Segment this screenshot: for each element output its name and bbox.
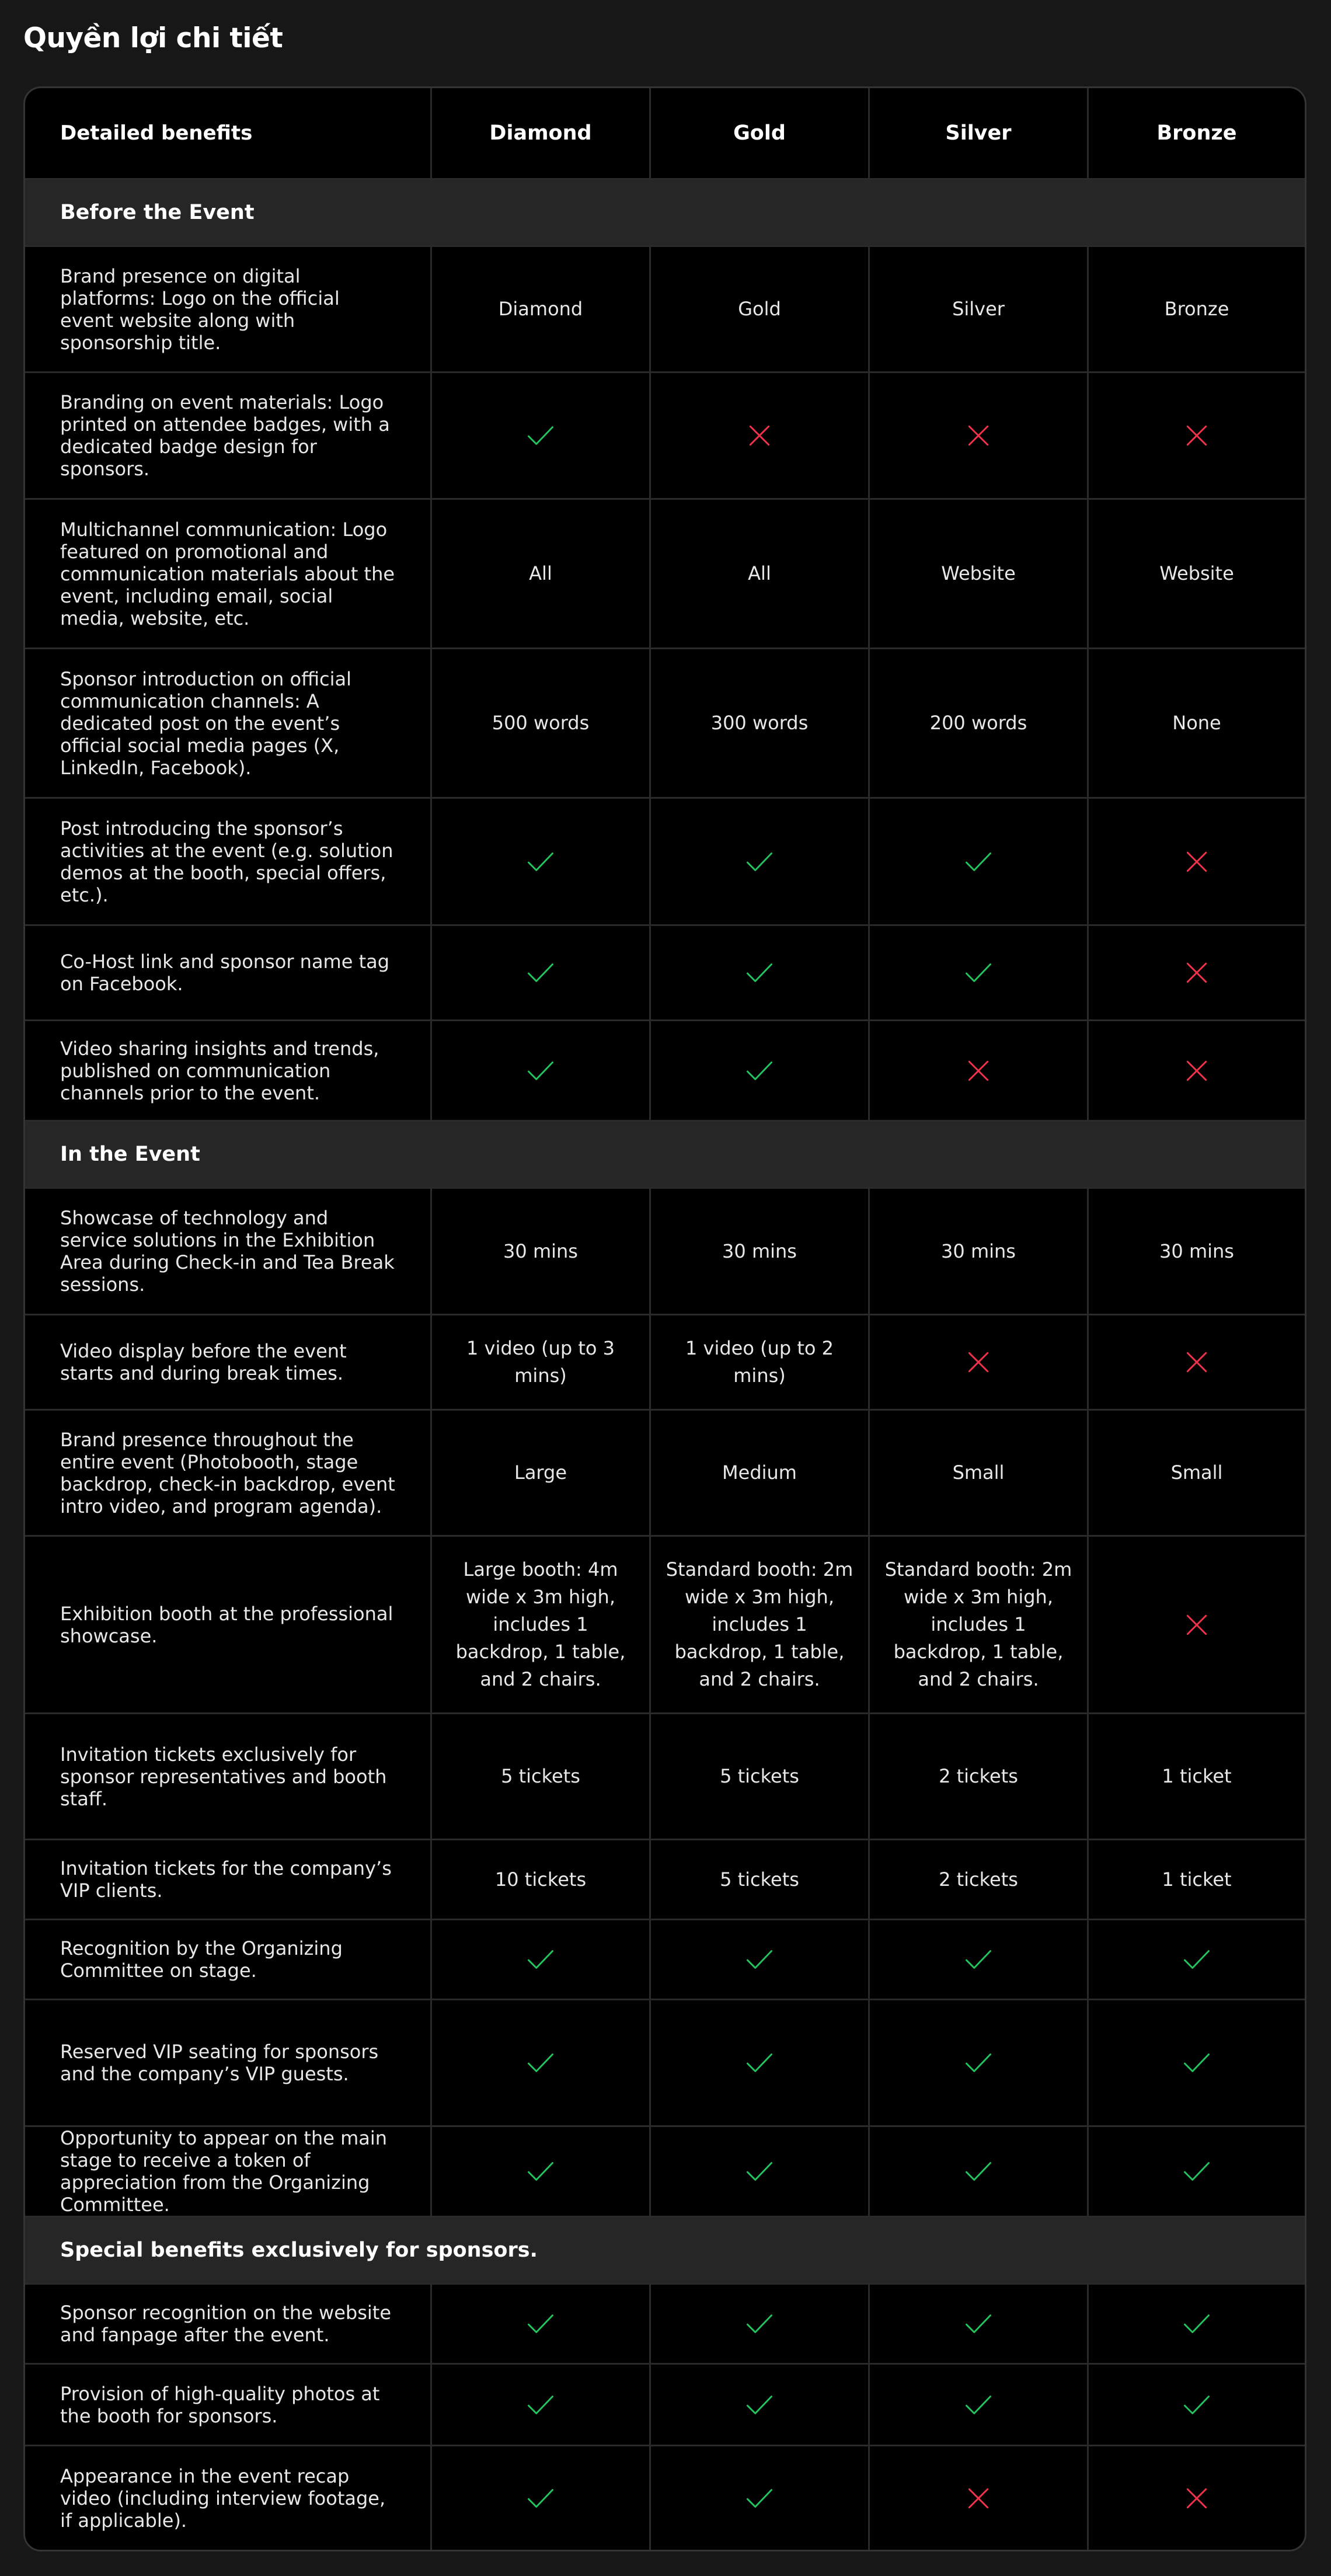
cell-diamond: Large booth: 4m wide x 3m high, includes 1 backdrop, 1 table, and 2 chairs.	[430, 1537, 649, 1712]
cell-bronze	[1087, 799, 1305, 924]
check-icon	[1180, 2307, 1214, 2341]
header-label: Detailed benefits	[60, 121, 253, 145]
check-icon	[743, 2046, 776, 2080]
cell-bronze	[1087, 2365, 1305, 2445]
cell-gold	[649, 2000, 868, 2125]
cross-icon	[961, 419, 995, 452]
table-header-row	[25, 88, 1305, 180]
cell-diamond	[430, 2000, 649, 2125]
check-icon	[743, 2154, 776, 2188]
cell-gold	[649, 799, 868, 924]
cell-diamond: 10 tickets	[430, 1840, 649, 1919]
cell-silver	[868, 2285, 1087, 2363]
cell-bronze	[1087, 2285, 1305, 2363]
cross-icon	[961, 2481, 995, 2515]
cell-bronze: None	[1087, 649, 1305, 797]
table-row	[25, 2365, 1305, 2446]
cell-gold	[649, 2127, 868, 2216]
benefit-label: Appearance in the event recap video (including interview footage, if applicable).	[60, 2465, 386, 2532]
benefit-label: Post introducing the sponsor’s activities at the event (e.g. solution demos at the booth, special offers, etc.).	[60, 817, 393, 906]
check-icon	[524, 2154, 558, 2188]
cell-gold: 5 tickets	[649, 1714, 868, 1839]
check-icon	[961, 956, 995, 990]
cell-diamond	[430, 2446, 649, 2550]
cell-diamond	[430, 926, 649, 1019]
table-row	[25, 1315, 1305, 1411]
cell-bronze	[1087, 2446, 1305, 2550]
check-icon	[524, 1943, 558, 1976]
cell-diamond	[430, 2285, 649, 2363]
cell-silver: Small	[868, 1411, 1087, 1535]
cell-silver: 30 mins	[868, 1189, 1087, 1314]
check-icon	[961, 1943, 995, 1976]
cell-gold: Gold	[649, 247, 868, 371]
check-icon	[524, 2046, 558, 2080]
check-icon	[961, 2046, 995, 2080]
table-row	[25, 2127, 1305, 2218]
cell-diamond	[430, 373, 649, 498]
cell-gold	[649, 2446, 868, 2550]
check-icon	[743, 2307, 776, 2341]
cell-diamond: 5 tickets	[430, 1714, 649, 1839]
cell-silver	[868, 2365, 1087, 2445]
cell-bronze: Small	[1087, 1411, 1305, 1535]
cell-silver	[868, 1021, 1087, 1120]
cell-silver	[868, 926, 1087, 1019]
benefit-label: Recognition by the Organizing Committee on stage.	[60, 1937, 343, 1982]
cell-gold: 30 mins	[649, 1189, 868, 1314]
cell-diamond	[430, 2365, 649, 2445]
table-row	[25, 500, 1305, 649]
table-row	[25, 1537, 1305, 1714]
section-header: In the Event	[25, 1122, 1305, 1189]
cell-bronze	[1087, 1021, 1305, 1120]
cell-gold: 300 words	[649, 649, 868, 797]
cell-silver: Standard booth: 2m wide x 3m high, includes 1 backdrop, 1 table, and 2 chairs.	[868, 1537, 1087, 1712]
cell-gold	[649, 1021, 868, 1120]
cell-bronze: 1 ticket	[1087, 1840, 1305, 1919]
benefits-table	[23, 86, 1306, 2551]
section-header: Special benefits exclusively for sponsors.	[25, 2218, 1305, 2285]
benefit-label: Showcase of technology and service solutions in the Exhibition Area during Check-in and Tea Break sessions.	[60, 1207, 395, 1296]
cell-gold	[649, 373, 868, 498]
cell-silver	[868, 2127, 1087, 2216]
cell-gold	[649, 1920, 868, 1999]
cell-gold	[649, 926, 868, 1019]
benefit-label: Sponsor introduction on official communication channels: A dedicated post on the event’s official social media pages (X, LinkedIn, Facebook).	[60, 667, 351, 779]
table-row	[25, 1021, 1305, 1122]
cell-diamond: All	[430, 500, 649, 648]
check-icon	[1180, 2046, 1214, 2080]
cell-diamond: Diamond	[430, 247, 649, 371]
table-row	[25, 799, 1305, 926]
table-row	[25, 2285, 1305, 2365]
check-icon	[524, 2388, 558, 2422]
cell-silver	[868, 1920, 1087, 1999]
cell-bronze: Bronze	[1087, 247, 1305, 371]
cross-icon	[1180, 419, 1214, 452]
benefit-label: Video display before the event starts and during break times.	[60, 1340, 347, 1384]
check-icon	[743, 1054, 776, 1088]
benefit-label: Brand presence throughout the entire event (Photobooth, stage backdrop, check-in backdrop, event intro video, and program agenda).	[60, 1428, 395, 1517]
cross-icon	[1180, 845, 1214, 879]
cross-icon	[1180, 1054, 1214, 1088]
cell-silver: 2 tickets	[868, 1714, 1087, 1839]
cell-bronze: 1 ticket	[1087, 1714, 1305, 1839]
check-icon	[1180, 2154, 1214, 2188]
cell-diamond	[430, 799, 649, 924]
benefit-label: Branding on event materials: Logo printed on attendee badges, with a dedicated badge design for sponsors.	[60, 391, 390, 480]
cell-diamond: 500 words	[430, 649, 649, 797]
cell-diamond	[430, 2127, 649, 2216]
check-icon	[961, 845, 995, 879]
check-icon	[524, 1054, 558, 1088]
cross-icon	[1180, 2481, 1214, 2515]
check-icon	[524, 845, 558, 879]
cell-silver	[868, 799, 1087, 924]
cell-gold	[649, 2365, 868, 2445]
table-row	[25, 1840, 1305, 1920]
check-icon	[961, 2388, 995, 2422]
cell-bronze	[1087, 2000, 1305, 2125]
cell-diamond	[430, 1021, 649, 1120]
table-row	[25, 2446, 1305, 2550]
cell-bronze: Website	[1087, 500, 1305, 648]
cell-bronze	[1087, 373, 1305, 498]
table-row	[25, 926, 1305, 1021]
table-row	[25, 1714, 1305, 1840]
check-icon	[1180, 2388, 1214, 2422]
page-title: Quyền lợi chi tiết	[23, 22, 283, 54]
table-row	[25, 1920, 1305, 2000]
check-icon	[743, 2388, 776, 2422]
table-row	[25, 247, 1305, 373]
table-row	[25, 2000, 1305, 2127]
check-icon	[524, 2481, 558, 2515]
benefit-label: Sponsor recognition on the website and fanpage after the event.	[60, 2302, 392, 2346]
cell-gold: Medium	[649, 1411, 868, 1535]
cell-gold	[649, 2285, 868, 2363]
cross-icon	[961, 1345, 995, 1379]
cell-bronze	[1087, 1537, 1305, 1712]
cross-icon	[1180, 956, 1214, 990]
cell-bronze	[1087, 926, 1305, 1019]
check-icon	[524, 956, 558, 990]
benefit-label: Exhibition booth at the professional showcase.	[60, 1602, 393, 1647]
cell-gold: Standard booth: 2m wide x 3m high, includes 1 backdrop, 1 table, and 2 chairs.	[649, 1537, 868, 1712]
benefit-label: Opportunity to appear on the main stage to receive a token of appreciation from the Organizing Committee.	[60, 2127, 388, 2216]
cell-silver: 2 tickets	[868, 1840, 1087, 1919]
cross-icon	[743, 419, 776, 452]
cell-gold: All	[649, 500, 868, 648]
cell-diamond	[430, 1920, 649, 1999]
benefit-label: Co-Host link and sponsor name tag on Facebook.	[60, 951, 390, 995]
benefit-label: Provision of high-quality photos at the booth for sponsors.	[60, 2382, 380, 2427]
cell-diamond: Large	[430, 1411, 649, 1535]
benefit-label: Reserved VIP seating for sponsors and the company’s VIP guests.	[60, 2041, 379, 2085]
cell-silver	[868, 2446, 1087, 2550]
cell-silver: Website	[868, 500, 1087, 648]
check-icon	[743, 956, 776, 990]
table-row	[25, 1411, 1305, 1537]
cell-bronze	[1087, 1920, 1305, 1999]
cell-bronze: 30 mins	[1087, 1189, 1305, 1314]
cell-gold: 1 video (up to 2 mins)	[649, 1315, 868, 1409]
check-icon	[1180, 1943, 1214, 1976]
cell-silver	[868, 1315, 1087, 1409]
cell-silver: Silver	[868, 247, 1087, 371]
table-row	[25, 373, 1305, 500]
table-row	[25, 1189, 1305, 1315]
cross-icon	[1180, 1345, 1214, 1379]
cell-bronze	[1087, 2127, 1305, 2216]
check-icon	[524, 419, 558, 452]
section-header: Before the Event	[25, 180, 1305, 247]
cell-silver	[868, 2000, 1087, 2125]
check-icon	[743, 845, 776, 879]
cell-bronze	[1087, 1315, 1305, 1409]
table-row	[25, 649, 1305, 799]
benefit-label: Video sharing insights and trends, published on communication channels prior to the event.	[60, 1037, 379, 1104]
cell-gold: 5 tickets	[649, 1840, 868, 1919]
header-tier-silver: Silver	[868, 88, 1087, 178]
benefit-label: Brand presence on digital platforms: Logo on the official event website along with sponsorship title.	[60, 264, 340, 354]
check-icon	[961, 2154, 995, 2188]
header-tier-diamond: Diamond	[430, 88, 649, 178]
cell-silver	[868, 373, 1087, 498]
check-icon	[743, 2481, 776, 2515]
cross-icon	[961, 1054, 995, 1088]
benefit-label: Multichannel communication: Logo featured on promotional and communication materials about the event, including email, social media, website, etc.	[60, 518, 395, 629]
header-tier-gold: Gold	[649, 88, 868, 178]
benefit-label: Invitation tickets exclusively for sponsor representatives and booth staff.	[60, 1743, 387, 1810]
cell-diamond: 30 mins	[430, 1189, 649, 1314]
cell-diamond: 1 video (up to 3 mins)	[430, 1315, 649, 1409]
benefit-label: Invitation tickets for the company’s VIP clients.	[60, 1857, 392, 1902]
cell-silver: 200 words	[868, 649, 1087, 797]
header-tier-bronze: Bronze	[1087, 88, 1305, 178]
cross-icon	[1180, 1608, 1214, 1642]
check-icon	[961, 2307, 995, 2341]
check-icon	[524, 2307, 558, 2341]
check-icon	[743, 1943, 776, 1976]
